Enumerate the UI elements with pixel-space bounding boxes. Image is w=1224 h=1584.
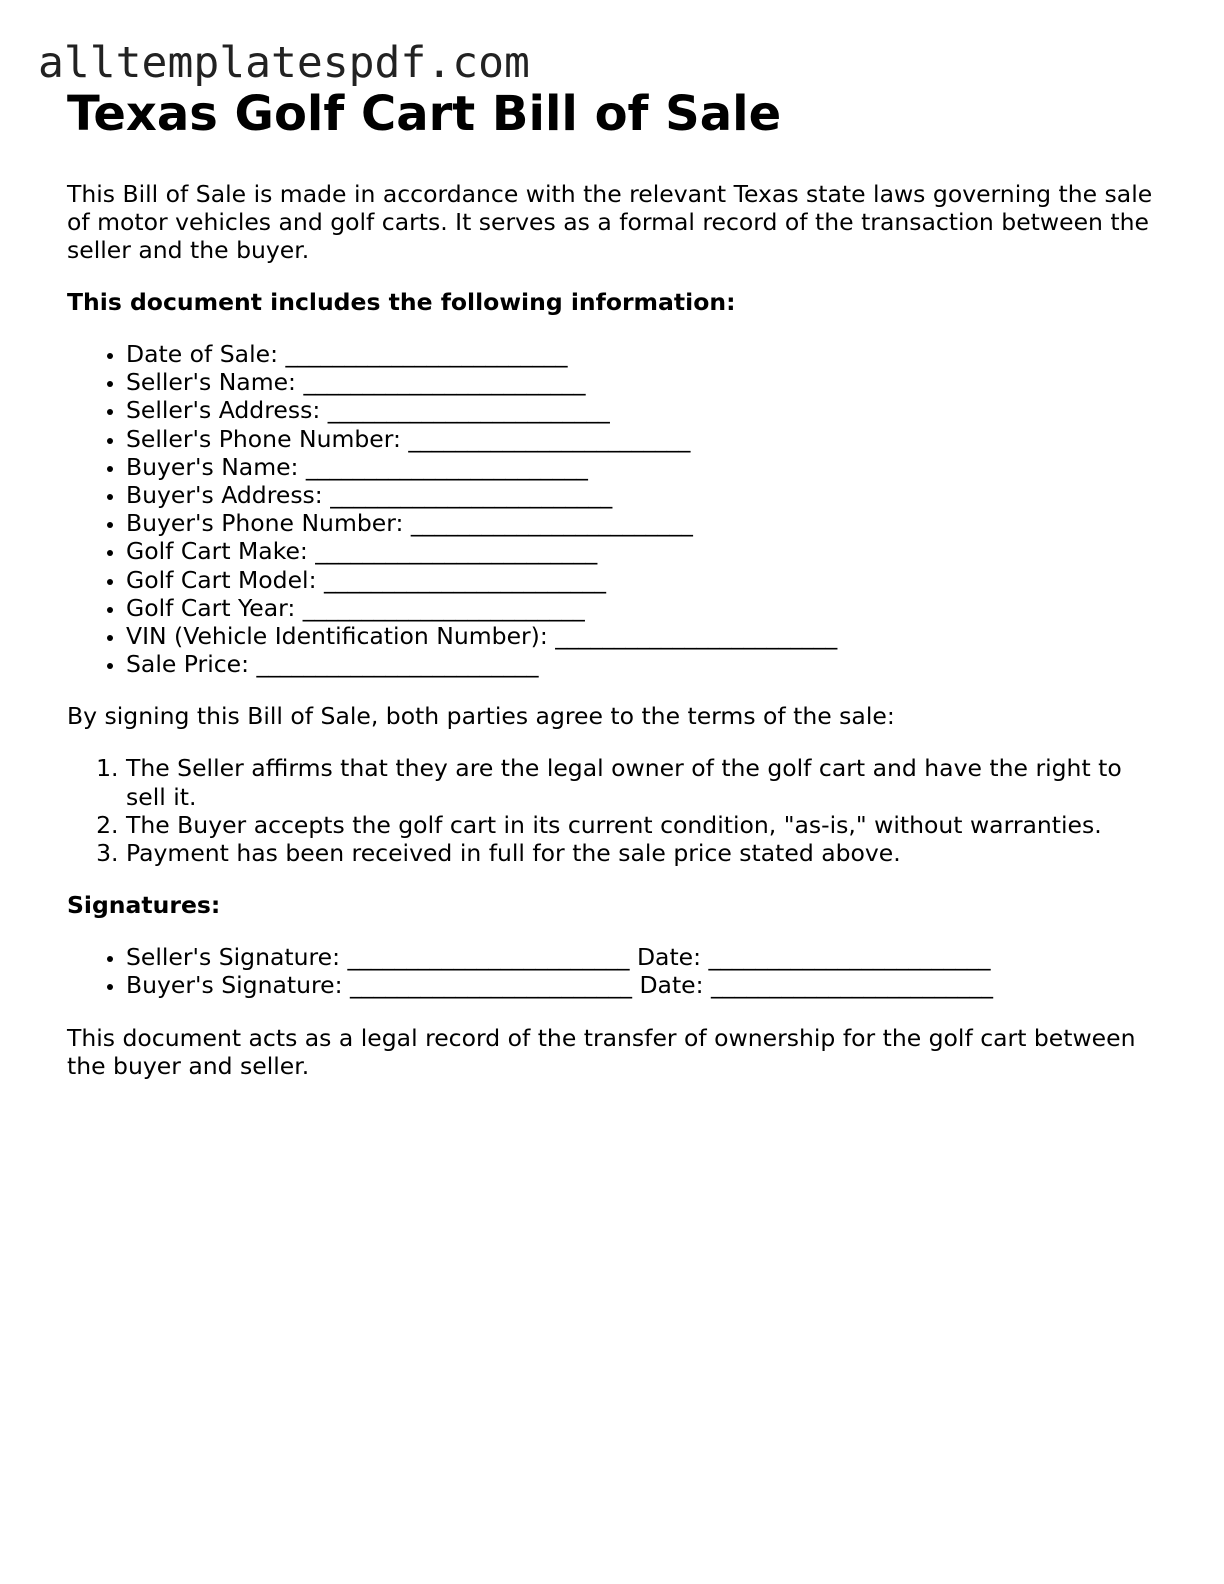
info-item-sale-price: • Sale Price: ________________________ bbox=[126, 650, 1157, 678]
info-heading: This document includes the following information: bbox=[67, 288, 736, 316]
info-item-buyer-phone: • Buyer's Phone Number: ________________________ bbox=[126, 509, 1157, 537]
closing-paragraph: This document acts as a legal record of the transfer of ownership for the golf cart between the buyer and seller. bbox=[67, 1023, 1136, 1080]
info-item-seller-address: • Seller's Address: ________________________ bbox=[126, 396, 1157, 424]
info-list bbox=[67, 340, 1157, 678]
info-item-golf-cart-year: • Golf Cart Year: ________________________ bbox=[126, 594, 1157, 622]
info-item-date-of-sale: • Date of Sale: ________________________ bbox=[126, 340, 1157, 368]
signatures-list bbox=[67, 943, 1157, 999]
info-item-buyer-name: • Buyer's Name: ________________________ bbox=[126, 453, 1157, 481]
intro-paragraph: This Bill of Sale is made in accordance with the relevant Texas state laws governing the sale of motor vehicles and golf carts. It serves as a formal record of the transaction between the seller and the buyer. bbox=[67, 180, 1153, 264]
document-page bbox=[67, 86, 1157, 1080]
info-item-seller-phone: • Seller's Phone Number: ________________________ bbox=[126, 425, 1157, 453]
terms-list bbox=[67, 754, 1157, 867]
info-item-golf-cart-make: • Golf Cart Make: ________________________ bbox=[126, 537, 1157, 565]
info-item-golf-cart-model: • Golf Cart Model: ________________________ bbox=[126, 566, 1157, 594]
seller-signature-line: • Seller's Signature: ________________________ Date: ________________________ bbox=[126, 943, 1157, 971]
info-item-seller-name: • Seller's Name: ________________________ bbox=[126, 368, 1157, 396]
terms-intro: By signing this Bill of Sale, both parties agree to the terms of the sale: bbox=[67, 702, 895, 731]
info-item-vin: • VIN (Vehicle Identification Number): ________________________ bbox=[126, 622, 1157, 650]
signatures-heading: Signatures: bbox=[67, 891, 221, 920]
term-item: 2. The Buyer accepts the golf cart in its current condition, "as-is," without warranties. bbox=[126, 811, 1157, 839]
watermark: alltemplatespdf.com bbox=[38, 38, 530, 88]
term-item: 3. Payment has been received in full for the sale price stated above. bbox=[126, 839, 1157, 867]
buyer-signature-line: • Buyer's Signature: ________________________ Date: ________________________ bbox=[126, 971, 1157, 999]
term-item: 1. The Seller affirms that they are the legal owner of the golf cart and have the right to sell it. bbox=[126, 754, 1157, 810]
page-title: Texas Golf Cart Bill of Sale bbox=[67, 86, 782, 142]
info-item-buyer-address: • Buyer's Address: ________________________ bbox=[126, 481, 1157, 509]
